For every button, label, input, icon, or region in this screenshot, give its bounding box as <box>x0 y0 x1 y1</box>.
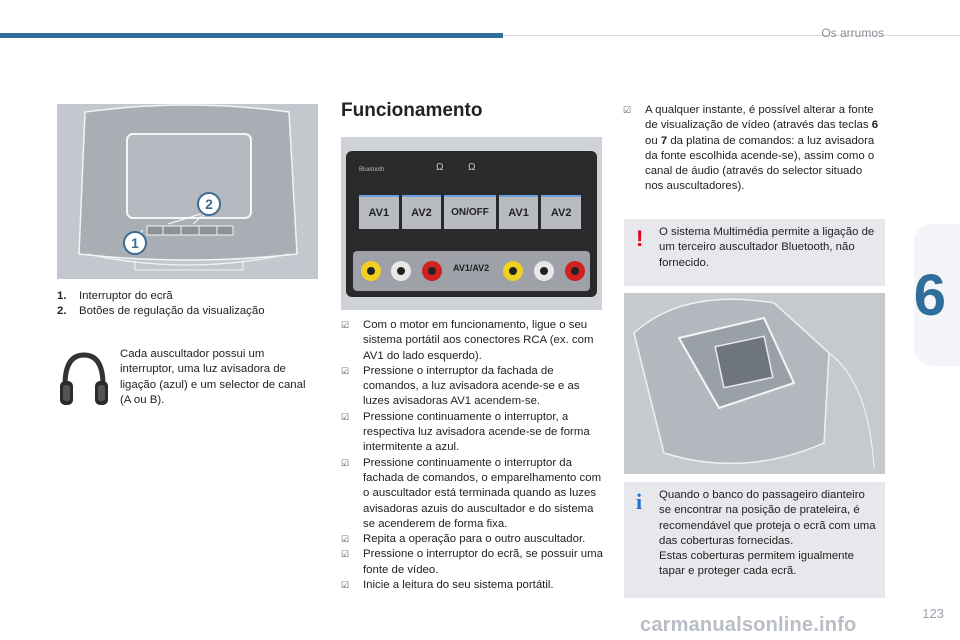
step-text: Inicie a leitura do seu sistema portátil. <box>363 579 554 592</box>
legend-item <box>57 289 265 304</box>
callout-1: 1 <box>123 231 147 255</box>
headphones-image <box>57 349 111 409</box>
list-item <box>341 364 603 410</box>
panel-button-av2[interactable]: AV2 <box>402 195 442 229</box>
list-item <box>341 410 603 456</box>
step-text: Pressione o interruptor da fachada de comandos, a luz avisadora acende-se e as luzes avisadoras AV1 acendem-se. <box>363 364 580 408</box>
watermark: carmanualsonline.info <box>640 614 857 636</box>
bluetooth-label: Bluetooth <box>359 167 385 173</box>
step-text: Com o motor em funcionamento, ligue o seu sistema portátil aos conectores RCA (ex. com AV1 do lado esquerdo). <box>363 319 594 362</box>
key-7: 7 <box>660 134 668 147</box>
screen-illustration <box>57 104 318 279</box>
bullet-icon: ☑ <box>341 534 350 545</box>
screen-drawing <box>57 104 318 279</box>
headphone-jack-icon: Ω <box>468 162 476 173</box>
right-steps-list <box>623 103 881 195</box>
step-text-mid: ou <box>645 134 661 147</box>
seat-cover-drawing <box>624 293 885 474</box>
list-item <box>341 578 603 593</box>
step-text: Pressione continuamente o interruptor da fachada de comandos, o emparelhamento com o auscultador está terminada quando as luzes avisadoras azuis do auscultador e do sistema se acenderem de forma fixa. <box>363 456 602 530</box>
list-item <box>623 103 881 195</box>
bullet-icon: ☑ <box>341 549 350 560</box>
panel-button-av2-right[interactable]: AV2 <box>541 195 581 229</box>
warning-note <box>624 219 885 286</box>
header-rule <box>503 35 960 36</box>
bullet-icon: ☑ <box>341 580 350 591</box>
list-item <box>341 532 603 547</box>
bullet-icon: ☑ <box>623 105 632 115</box>
callout-2: 2 <box>197 192 221 216</box>
legend-number: 2. <box>57 305 67 318</box>
legend-item <box>57 304 265 319</box>
step-text: Pressione o interruptor do ecrã, se possuir uma fonte de vídeo. <box>363 548 603 576</box>
bullet-icon: ☑ <box>341 411 350 422</box>
section-heading: Funcionamento <box>341 100 483 121</box>
figure-legend <box>57 289 265 320</box>
steps-list <box>341 318 603 593</box>
bullet-icon: ☑ <box>341 320 350 330</box>
info-note-text-2: Estas coberturas permitem igualmente tapar e proteger cada ecrã. <box>659 550 854 578</box>
step-text: Repita a operação para o outro auscultador. <box>363 533 586 546</box>
headphone-jack-icon: Ω <box>436 162 444 173</box>
rca-connector-row <box>353 251 590 291</box>
list-item <box>341 456 603 532</box>
list-item <box>341 547 603 578</box>
warning-icon: ! <box>636 226 644 251</box>
info-note <box>624 482 885 598</box>
av-label: AV1/AV2 <box>453 263 490 273</box>
headphones-icon <box>57 349 111 409</box>
legend-text: Botões de regulação da visualização <box>79 305 265 318</box>
page-number: 123 <box>922 606 944 621</box>
bullet-icon: ☑ <box>341 457 350 468</box>
bullet-icon: ☑ <box>341 365 350 376</box>
info-icon: i <box>636 489 643 514</box>
warning-note-text: O sistema Multimédia permite a ligação de um terceiro auscultador Bluetooth, não fornecido. <box>659 226 875 269</box>
legend-number: 1. <box>57 290 67 302</box>
key-6: 6 <box>871 119 879 132</box>
control-panel-figure <box>341 137 602 310</box>
panel-button-row <box>359 195 581 229</box>
list-item <box>341 318 603 364</box>
step-text-part1: A qualquer instante, é possível alterar a fonte de visualização de vídeo (através das teclas <box>645 104 874 132</box>
legend-text: Interruptor do ecrã <box>79 290 173 302</box>
headphones-note: Cada auscultador possui um interruptor, uma luz avisadora de ligação (azul) e um selector de canal (A ou B). <box>120 348 306 406</box>
info-note-text-1: Quando o banco do passageiro dianteiro se encontrar na posição de prateleira, é recomendável que proteja o ecrã com uma das coberturas fornecidas. <box>659 489 876 547</box>
panel-button-on-off[interactable]: ON/OFF <box>444 195 496 229</box>
panel-button-av1[interactable]: AV1 <box>359 195 399 229</box>
header-accent-bar <box>0 33 503 38</box>
chapter-number: 6 <box>913 263 946 328</box>
seat-cover-illustration <box>624 293 885 474</box>
info-note-text <box>659 488 879 580</box>
step-text-part2: da platina de comandos: a luz avisadora da fonte escolhida acende-se), assim como o canal de áudio (através do selector situado nos auscultadores). <box>645 134 875 193</box>
panel-button-av1-right[interactable]: AV1 <box>499 195 539 229</box>
step-text: Pressione continuamente o interruptor, a respectiva luz avisadora acende-se de forma intermitente a azul. <box>363 410 590 454</box>
section-title: Os arrumos <box>821 26 884 40</box>
